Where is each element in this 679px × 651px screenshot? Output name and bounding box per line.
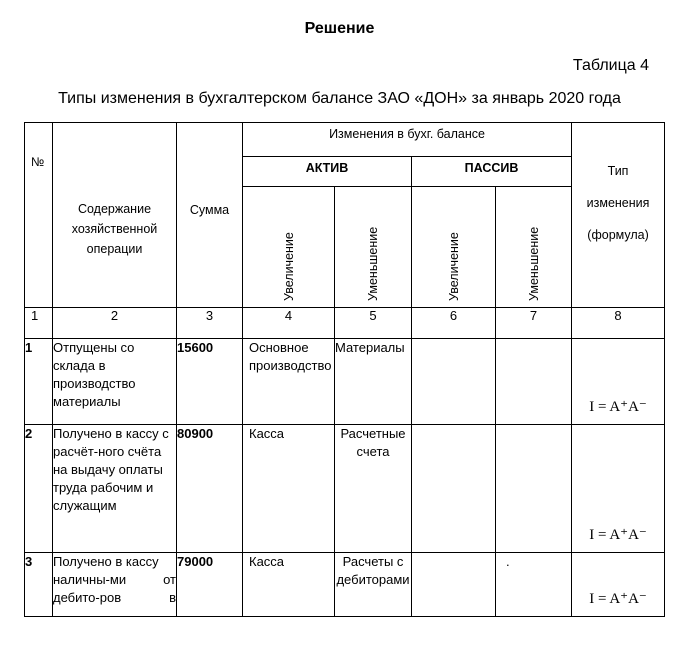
row-no: 1 <box>25 339 53 425</box>
header-active: АКТИВ <box>243 157 412 187</box>
row-passive-decrease <box>496 425 572 553</box>
header-active-increase-cell <box>243 187 335 308</box>
row-passive-decrease <box>496 339 572 425</box>
header-changes-cell <box>243 123 572 157</box>
row-active-decrease: Расчетные счета <box>335 425 412 553</box>
row-sum: 79000 <box>177 553 243 617</box>
row-formula: I = A⁺A⁻ <box>589 399 647 415</box>
header-active-increase: Увеличение <box>281 232 296 301</box>
row-formula-cell <box>572 339 665 425</box>
table-row <box>25 339 665 425</box>
header-passive-increase: Увеличение <box>446 232 461 301</box>
table-row <box>25 425 665 553</box>
header-passive: ПАССИВ <box>412 157 572 187</box>
column-number: 3 <box>177 308 243 339</box>
row-sum: 15600 <box>177 339 243 425</box>
row-active-increase: Основное производство <box>243 339 335 425</box>
header-no: № <box>31 155 45 169</box>
row-formula: I = A⁺A⁻ <box>589 527 647 543</box>
page-title: Решение <box>304 20 375 37</box>
header-changes: Изменения в бухг. балансе <box>329 127 485 141</box>
row-active-increase: Касса <box>243 553 335 617</box>
row-no: 2 <box>25 425 53 553</box>
column-number: 2 <box>53 308 177 339</box>
row-active-decrease: Расчеты с дебиторами <box>335 553 412 617</box>
header-type-line3: (формула) <box>587 228 649 242</box>
header-sum: Сумма <box>189 203 230 217</box>
header-sum-cell <box>177 123 243 308</box>
column-number: 8 <box>572 308 665 339</box>
column-number: 7 <box>496 308 572 339</box>
header-active-decrease-cell <box>335 187 412 308</box>
header-passive-decrease-cell <box>496 187 572 308</box>
header-content-cell <box>53 123 177 308</box>
header-type-line1: Тип <box>607 164 629 178</box>
row-formula: I = A⁺A⁻ <box>589 591 647 607</box>
row-content-cell <box>53 553 177 617</box>
header-content: Содержание хозяйственной операции <box>71 202 158 256</box>
balance-changes-table <box>24 122 665 617</box>
column-number: 6 <box>412 308 496 339</box>
row-passive-decrease: . <box>496 553 572 617</box>
row-content-line: Получено в кассу <box>53 554 159 569</box>
column-number: 1 <box>25 308 53 339</box>
header-passive-increase-cell <box>412 187 496 308</box>
header-type-cell <box>572 123 665 308</box>
table-caption: Типы изменения в бухгалтерском балансе ЗАО «ДОН» за январь 2020 года <box>58 90 621 107</box>
header-active-decrease: Уменьшение <box>366 226 380 301</box>
row-active-increase: Касса <box>243 425 335 553</box>
row-content: Отпущены со склада в производство материалы <box>53 339 177 425</box>
row-sum: 80900 <box>177 425 243 553</box>
row-passive-increase <box>412 553 496 617</box>
row-formula-cell <box>572 425 665 553</box>
table-row <box>25 553 665 617</box>
row-passive-increase <box>412 425 496 553</box>
row-content-line: дебито-ров в <box>53 590 176 605</box>
row-formula-cell <box>572 553 665 617</box>
column-number: 4 <box>243 308 335 339</box>
row-no: 3 <box>25 553 53 617</box>
table-number: Таблица 4 <box>572 57 649 74</box>
header-no-cell <box>25 123 53 308</box>
column-number: 5 <box>335 308 412 339</box>
row-passive-increase <box>412 339 496 425</box>
row-active-decrease: Материалы <box>335 339 412 425</box>
row-content-line: наличны-ми от <box>53 572 176 587</box>
header-type-line2: изменения <box>586 196 650 210</box>
header-passive-decrease: Уменьшение <box>526 226 541 301</box>
row-content: Получено в кассу с расчёт-ного счёта на выдачу оплаты труда рабочим и служащим <box>53 425 177 553</box>
